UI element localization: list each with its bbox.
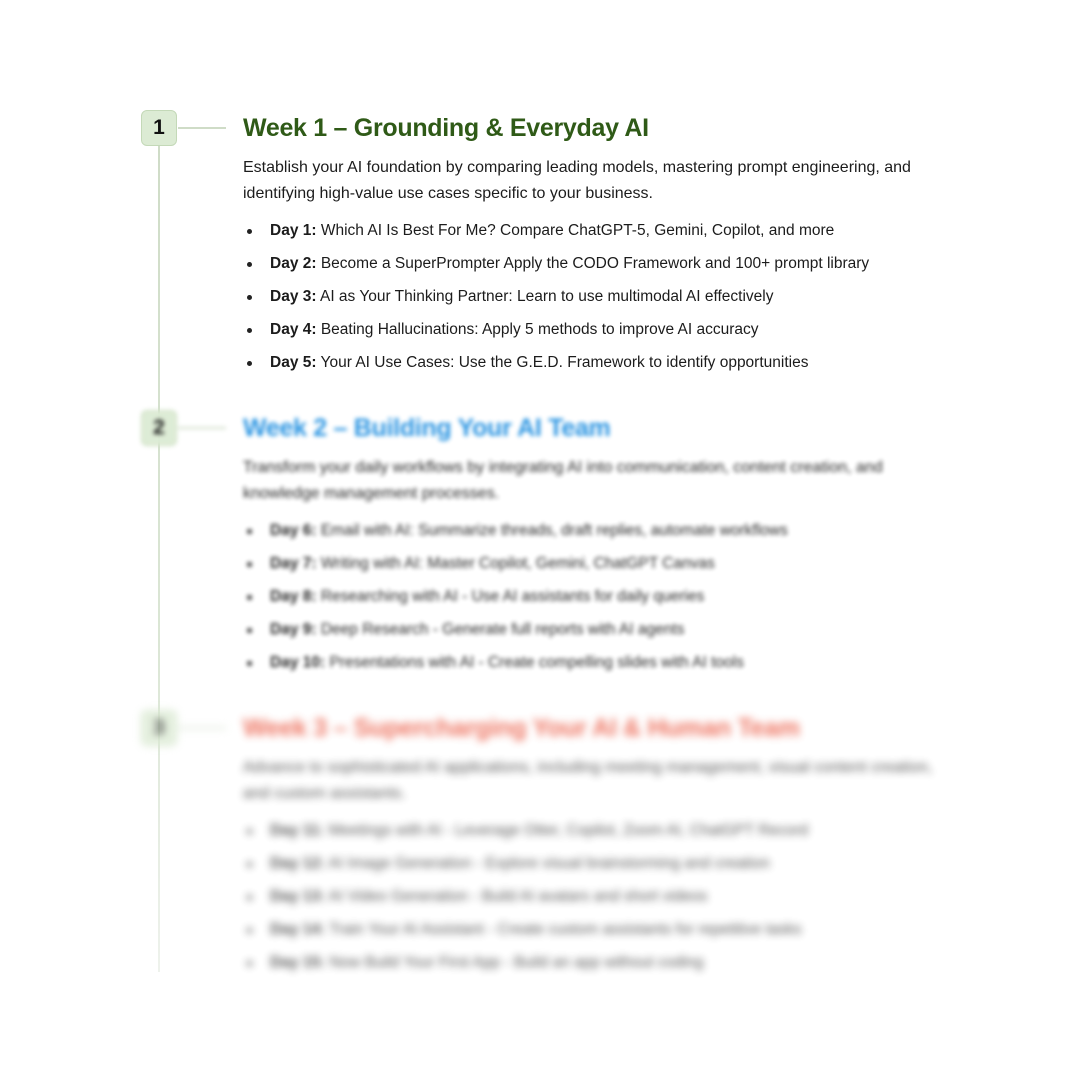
list-item xyxy=(243,587,788,620)
list-item xyxy=(243,953,808,986)
bullet-icon xyxy=(247,361,252,366)
day-text: Presentations with AI - Create compelling slides with AI tools xyxy=(325,654,744,671)
list-item xyxy=(243,254,869,287)
week-number-badge: 1 xyxy=(141,110,177,146)
bullet-icon xyxy=(247,295,252,300)
day-label: Day 6: xyxy=(270,522,317,539)
list-item xyxy=(243,920,808,953)
list-item xyxy=(243,320,869,353)
list-item xyxy=(243,854,808,887)
day-text: Researching with AI - Use AI assistants for daily queries xyxy=(316,588,705,605)
day-text: Meetings with AI - Leverage Otter, Copilot, Zoom AI, ChatGPT Record xyxy=(324,822,809,839)
day-text: Deep Research - Generate full reports with AI agents xyxy=(316,621,685,638)
day-label: Day 11: xyxy=(270,822,325,839)
list-item xyxy=(243,521,788,554)
week-title: Week 2 – Building Your AI Team xyxy=(243,414,611,442)
week-description: Advance to sophisticated AI applications, including meeting management, visual content creation, and custom assistants. xyxy=(243,759,933,802)
day-text: AI Image Generation - Explore visual brainstorming and creation xyxy=(325,855,770,872)
day-label: Day 12: xyxy=(270,855,326,872)
bullet-icon xyxy=(247,595,252,600)
bullet-icon xyxy=(247,661,252,666)
list-item xyxy=(243,353,869,386)
timeline-connector xyxy=(178,427,226,429)
day-label: Day 2: xyxy=(270,255,317,272)
day-label: Day 14: xyxy=(270,921,326,938)
list-item xyxy=(243,554,788,587)
day-label: Day 8: xyxy=(270,588,317,605)
list-item xyxy=(243,887,808,920)
week-title: Week 3 – Supercharging Your AI & Human Team xyxy=(243,714,800,742)
bullet-icon xyxy=(247,328,252,333)
day-label: Day 15: xyxy=(270,954,326,971)
list-item xyxy=(243,821,808,854)
list-item xyxy=(243,287,869,320)
bullet-icon xyxy=(247,862,252,867)
day-label: Day 7: xyxy=(270,555,317,572)
week-description: Establish your AI foundation by comparing leading models, mastering prompt engineering, and identifying high-value use cases specific to your business. xyxy=(243,159,911,202)
list-item xyxy=(243,221,869,254)
day-text: Train Your AI Assistant - Create custom assistants for repetitive tasks xyxy=(325,921,802,938)
day-text: AI as Your Thinking Partner: Learn to use multimodal AI effectively xyxy=(316,288,774,305)
day-label: Day 13: xyxy=(270,888,326,905)
bullet-icon xyxy=(247,229,252,234)
day-label: Day 1: xyxy=(270,222,317,239)
bullet-icon xyxy=(247,562,252,567)
timeline-line xyxy=(158,146,160,972)
day-list xyxy=(243,821,808,986)
week-number-badge: 2 xyxy=(141,410,177,446)
day-text: Which AI Is Best For Me? Compare ChatGPT-5, Gemini, Copilot, and more xyxy=(316,222,835,239)
day-text: Writing with AI: Master Copilot, Gemini, ChatGPT Canvas xyxy=(316,555,715,572)
bullet-icon xyxy=(247,961,252,966)
day-text: Your AI Use Cases: Use the G.E.D. Framework to identify opportunities xyxy=(316,354,809,371)
timeline-connector xyxy=(178,727,226,729)
day-label: Day 9: xyxy=(270,621,317,638)
bullet-icon xyxy=(247,928,252,933)
day-text: Email with AI: Summarize threads, draft replies, automate workflows xyxy=(316,522,788,539)
bullet-icon xyxy=(247,628,252,633)
week-title: Week 1 – Grounding & Everyday AI xyxy=(243,114,649,142)
day-text: Now Build Your First App - Build an app without coding xyxy=(325,954,704,971)
day-label: Day 3: xyxy=(270,288,317,305)
day-list xyxy=(243,221,869,386)
list-item xyxy=(243,653,788,686)
day-label: Day 5: xyxy=(270,354,317,371)
week-description: Transform your daily workflows by integrating AI into communication, content creation, and knowledge management processes. xyxy=(243,459,883,502)
bullet-icon xyxy=(247,895,252,900)
day-list xyxy=(243,521,788,686)
bullet-icon xyxy=(247,829,252,834)
week-number-badge: 3 xyxy=(141,710,177,746)
timeline-connector xyxy=(178,127,226,129)
bullet-icon xyxy=(247,262,252,267)
day-label: Day 4: xyxy=(270,321,317,338)
day-text: Beating Hallucinations: Apply 5 methods to improve AI accuracy xyxy=(316,321,759,338)
bullet-icon xyxy=(247,529,252,534)
day-text: AI Video Generation - Build AI avatars and short videos xyxy=(325,888,708,905)
day-label: Day 10: xyxy=(270,654,326,671)
day-text: Become a SuperPrompter Apply the CODO Framework and 100+ prompt library xyxy=(316,255,870,272)
list-item xyxy=(243,620,788,653)
